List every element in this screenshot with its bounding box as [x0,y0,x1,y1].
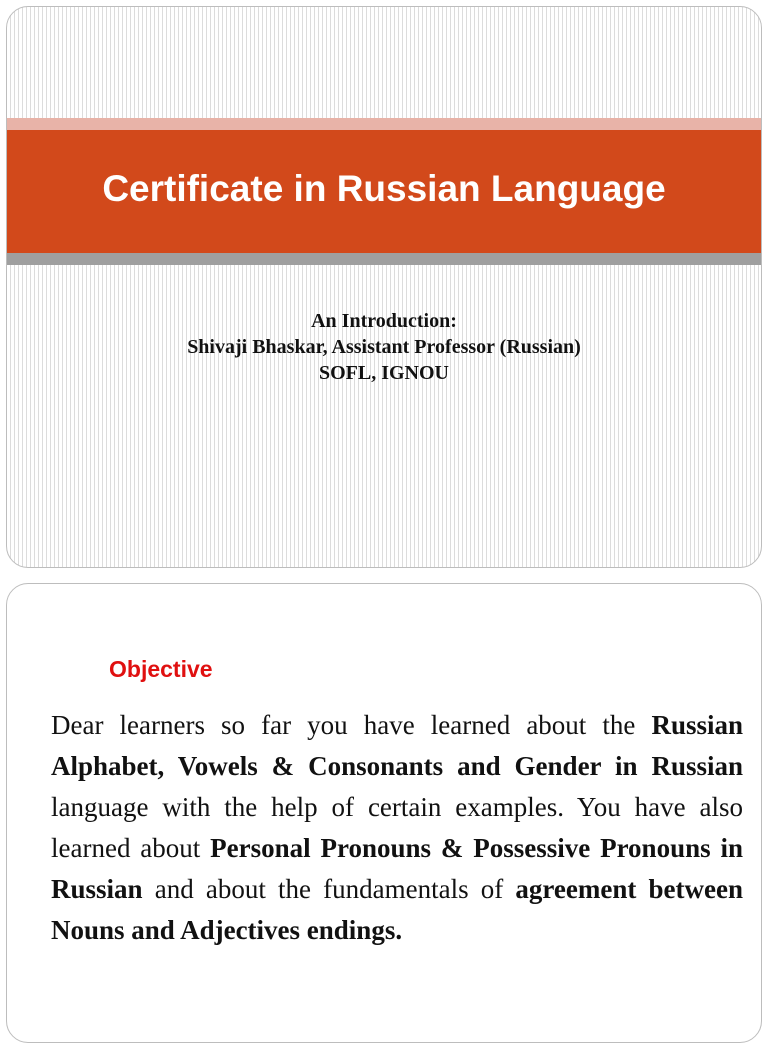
objective-paragraph [51,705,743,951]
subtitle-line-intro: An Introduction: [311,310,457,332]
slide-objective [6,583,762,1043]
slide-title [6,6,762,568]
title-band [7,130,761,253]
objective-heading: Objective [109,656,213,682]
accent-band-top [7,118,761,130]
subtitle-line-institution: SOFL, IGNOU [318,362,450,384]
paragraph-segment-bold: Personal Pronouns & Possessive Pronouns in Russian [51,833,743,904]
paragraph-segment: Dear learners so far you have learned about the [51,710,652,740]
slide-subtitle [7,308,761,386]
accent-band-bottom [7,253,761,265]
slide-title-text: Certificate in Russian Language [102,167,666,209]
paragraph-segment-bold: agreement between Nouns and Adjectives endings. [51,874,744,945]
subtitle-line-author: Shivaji Bhaskar, Assistant Professor (Russian) [187,336,581,358]
paragraph-segment: language with the help of certain examples. You have also learned about [51,792,743,863]
paragraph-segment: and about the fundamentals of [142,874,516,904]
paragraph-segment-bold: Russian Alphabet, Vowels & Consonants and Gender in Russian [51,710,743,781]
